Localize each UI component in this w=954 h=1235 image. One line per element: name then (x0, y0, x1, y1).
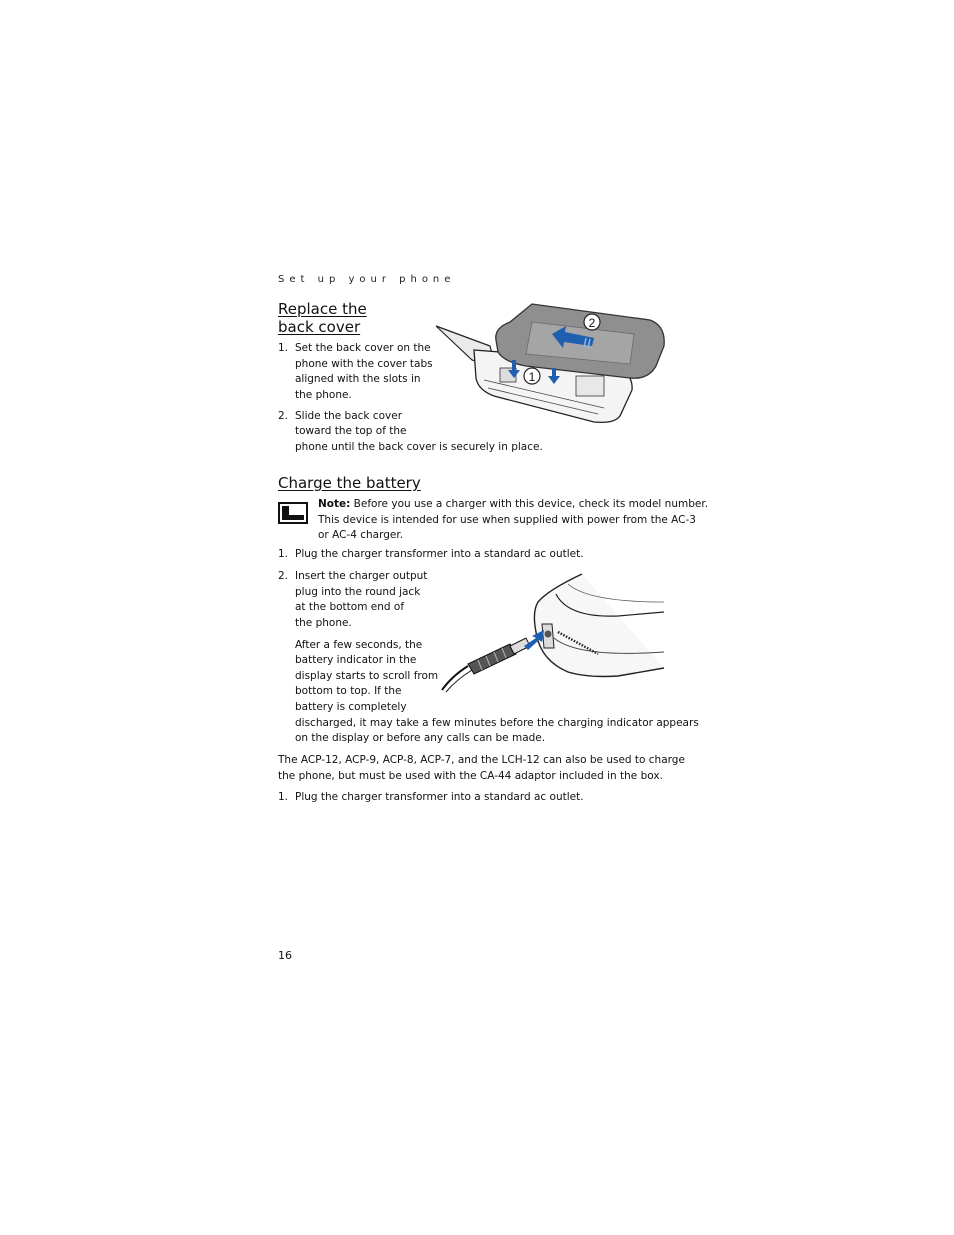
running-head: Set up your phone (278, 274, 456, 285)
page-number: 16 (278, 949, 292, 962)
step-text-line: plug into the round jack (295, 586, 421, 598)
step-text-line: the phone. (295, 389, 352, 401)
note-line (318, 497, 708, 513)
step-text-line: Set the back cover on the (295, 342, 431, 354)
paragraph-line: The ACP-12, ACP-9, ACP-8, ACP-7, and the LCH-12 can also be used to charge (278, 754, 685, 766)
step-number: 1. (278, 342, 289, 354)
callout-2: 2 (588, 316, 596, 330)
step-text-line: battery is completely (295, 701, 407, 713)
step-text-line: discharged, it may take a few minutes before the charging indicator appears (295, 717, 699, 729)
step-text-line: After a few seconds, the (295, 639, 423, 651)
callout-1: 1 (528, 370, 536, 384)
section-heading-replace-cover-line2: back cover (278, 318, 361, 336)
step-text: Plug the charger transformer into a standard ac outlet. (295, 791, 584, 803)
note-line: or AC-4 charger. (318, 529, 404, 541)
note-label: Note: (318, 498, 351, 510)
step-text-line: phone with the cover tabs (295, 358, 433, 370)
step-number: 1. (278, 791, 289, 803)
step-text-line: display starts to scroll from (295, 670, 439, 682)
step-text-line: the phone. (295, 617, 352, 629)
section-heading-charge-battery: Charge the battery (278, 474, 421, 492)
note-text: Before you use a charger with this device, check its model number. (350, 498, 709, 510)
charger-plug-illustration (438, 572, 666, 694)
step-text-line: on the display or before any calls can be made. (295, 732, 546, 744)
step-text-line: Insert the charger output (295, 570, 428, 582)
step-text-line: at the bottom end of (295, 601, 405, 613)
step-text-line: toward the top of the (295, 425, 407, 437)
back-cover-illustration (434, 300, 668, 426)
step-text-line: Slide the back cover (295, 410, 403, 422)
note-icon (278, 502, 308, 524)
note-line: This device is intended for use when supplied with power from the AC-3 (318, 514, 696, 526)
step-number: 2. (278, 410, 289, 422)
step-number: 2. (278, 570, 289, 582)
step-text-line: phone until the back cover is securely in place. (295, 441, 543, 453)
paragraph-line: the phone, but must be used with the CA-44 adaptor included in the box. (278, 770, 663, 782)
step-text-line: bottom to top. If the (295, 685, 402, 697)
section-heading-replace-cover-line1: Replace the (278, 300, 367, 318)
step-text-line: aligned with the slots in (295, 373, 421, 385)
step-text-line: battery indicator in the (295, 654, 417, 666)
step-number: 1. (278, 548, 289, 560)
step-text: Plug the charger transformer into a standard ac outlet. (295, 548, 584, 560)
